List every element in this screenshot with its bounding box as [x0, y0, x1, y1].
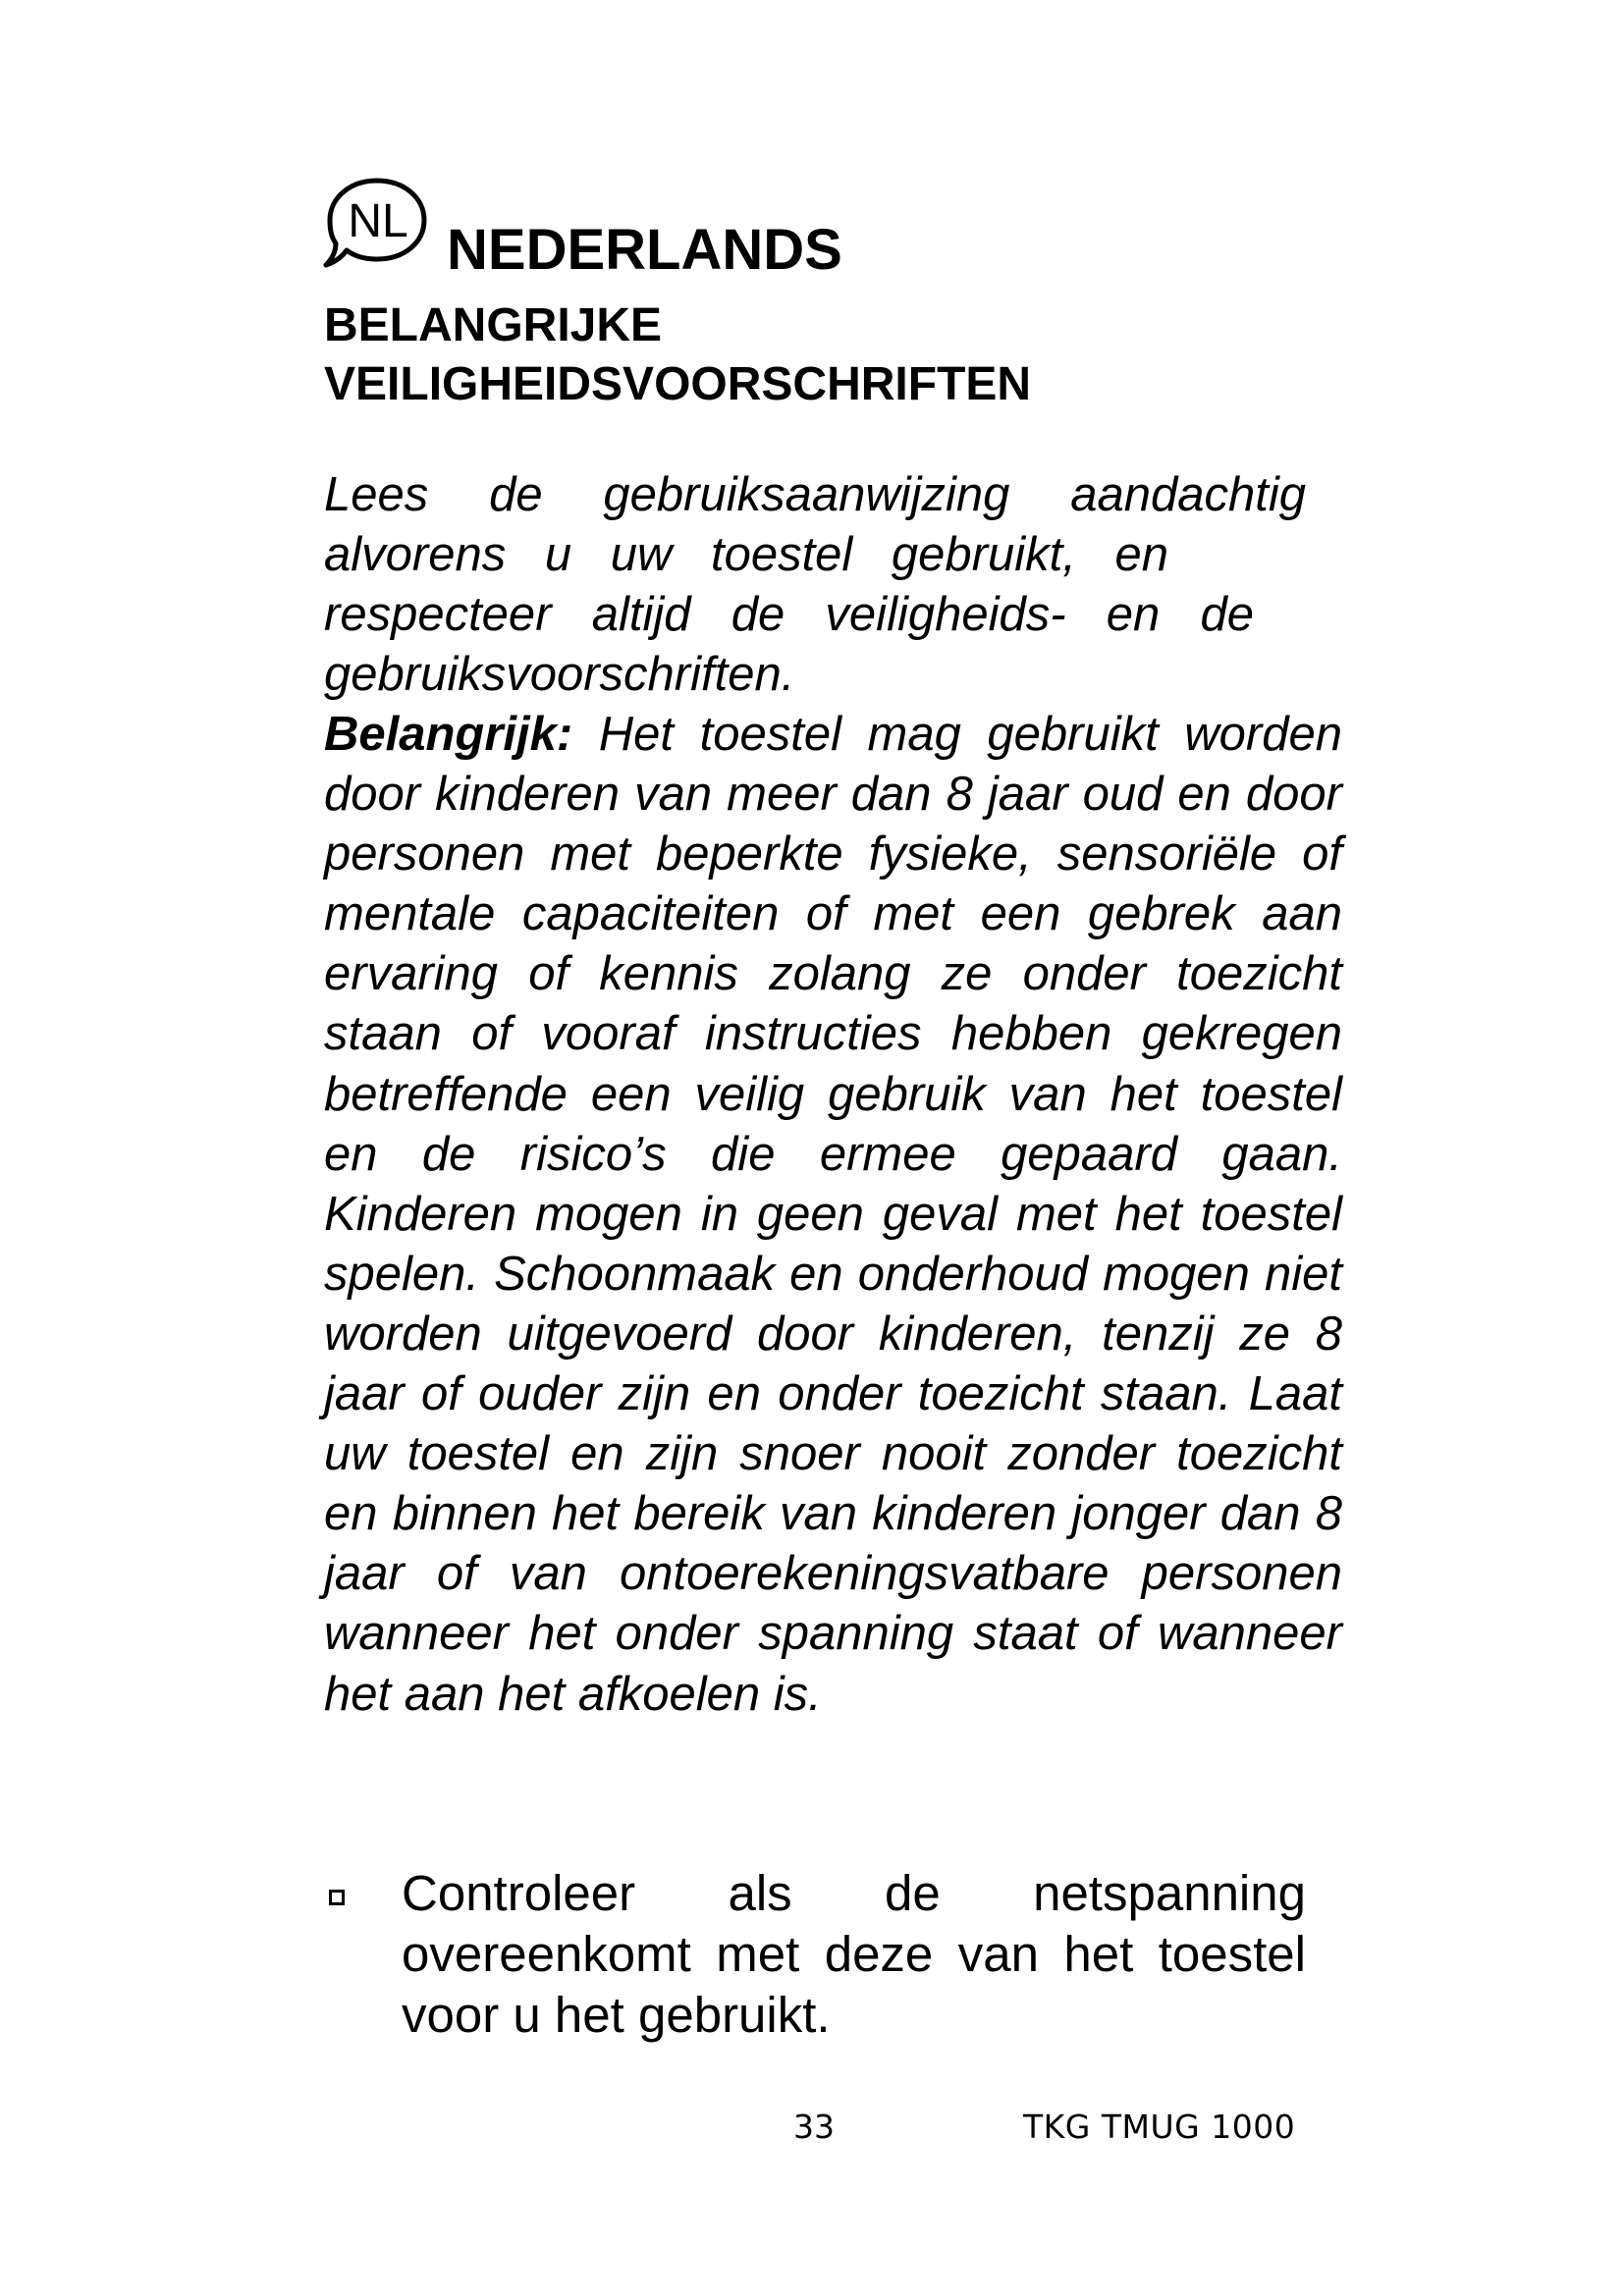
page-number: 33	[793, 2108, 835, 2146]
intro-line-1: Lees de gebruiksaanwijzing aandachtig	[324, 468, 1306, 521]
intro-line-4: gebruiksvoorschriften.	[324, 648, 795, 701]
checkbox-bullet-icon	[329, 1890, 345, 1905]
nl-badge-text: NL	[348, 195, 408, 247]
section-title	[324, 296, 1404, 414]
warning-text: Het toestel mag gebruikt worden door kinderen van meer dan 8 jaar oud en door personen met beperkte fysieke, sensoriële of mentale capaciteiten of met een gebrek aan ervaring of kennis zolang ze onder toezicht staan of vooraf instructies hebben gekregen betreffende een veilig gebruik van het toestel en de risico’s die ermee gepaard gaan. Kinderen mogen in geen geval met het toestel spelen. Schoonmaak en onderhoud mogen niet worden uitgevoerd door kinderen, tenzij ze 8 jaar of ouder zijn en onder toezicht staan. Laat uw toestel en zijn snoer nooit zonder toezicht en binnen het bereik van kinderen jonger dan 8 jaar of van ontoerekeningsvatbare personen wanneer het onder spanning staat of wanneer het aan het afkoelen is.	[324, 708, 1342, 1721]
warning-label: Belangrijk:	[324, 708, 573, 761]
intro-paragraph	[324, 465, 1306, 705]
bullet-list	[324, 1863, 1306, 2046]
speech-bubble-icon	[322, 175, 432, 273]
section-title-line-1: BELANGRIJKE	[324, 299, 663, 351]
nl-language-icon	[322, 175, 432, 273]
section-title-line-2: VEILIGHEIDSVOORSCHRIFTEN	[324, 358, 1032, 410]
language-heading: NEDERLANDS	[447, 218, 842, 282]
intro-line-3: respecteer altijd de veiligheids- en de	[324, 588, 1254, 641]
bullet-text: Controleer als de netspanning overeenkomt met deze van het toestel voor u het gebruikt.	[402, 1865, 1306, 2043]
list-item	[324, 1863, 1306, 2046]
model-number: TKG TMUG 1000	[1023, 2108, 1296, 2146]
warning-paragraph	[324, 705, 1342, 1725]
intro-line-2: alvorens u uw toestel gebruikt, en	[324, 528, 1168, 581]
